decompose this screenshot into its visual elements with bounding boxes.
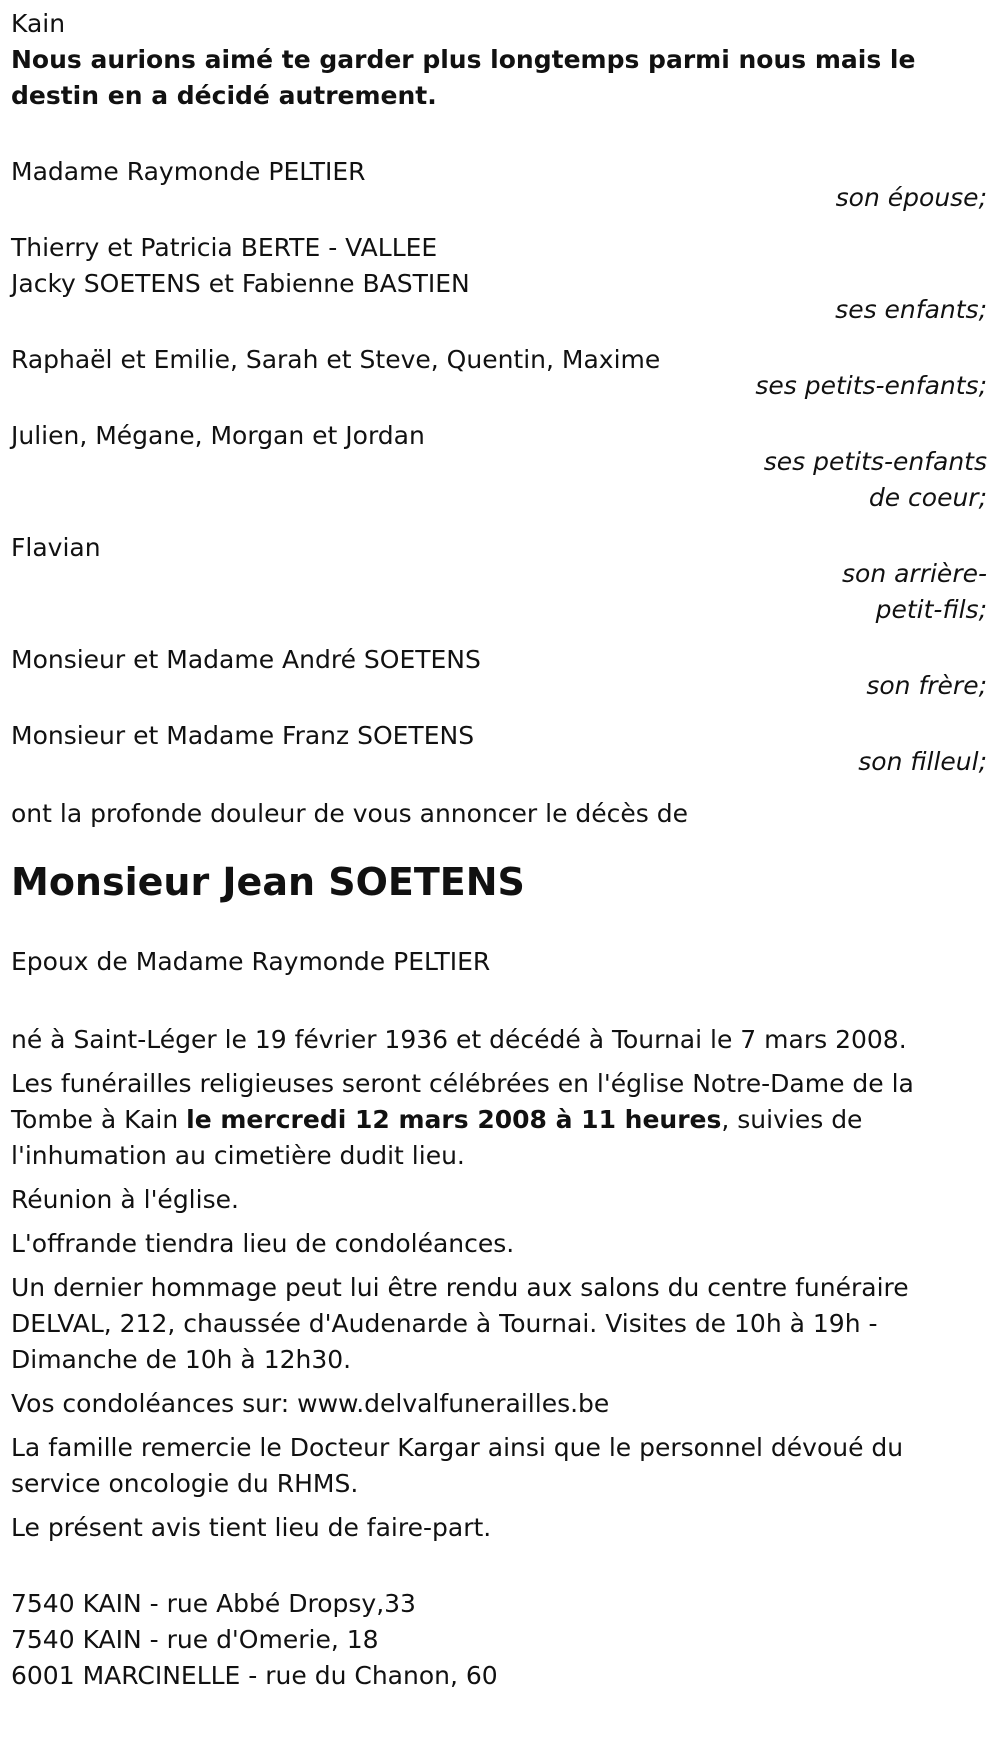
address-list [11, 1586, 989, 1694]
family-role-line: son épouse; [835, 183, 987, 212]
announcement-text: ont la profonde douleur de vous annoncer le décès de [11, 799, 689, 828]
thanks-paragraph: La famille remercie le Docteur Kargar ainsi que le personnel dévoué du service oncologie du RHMS. [11, 1433, 904, 1498]
notice-line: Le présent avis tient lieu de faire-part. [11, 1513, 492, 1542]
funeral-details [11, 1066, 989, 1174]
funeral-date-time: le mercredi 12 mars 2008 à 11 heures [186, 1105, 722, 1134]
family-role-line: son arrière- [842, 559, 987, 588]
family-role-line: ses petits-enfants [763, 447, 987, 476]
family-name-line: Jacky SOETENS et Fabienne BASTIEN [11, 269, 470, 298]
condolences-line: Vos condoléances sur: www.delvalfunerailles.be [11, 1389, 610, 1418]
family-entry [11, 642, 989, 704]
homage-paragraph: Un dernier hommage peut lui être rendu aux salons du centre funéraire DELVAL, 212, chaussée d'Audenarde à Tournai. Visites de 10h à 19h - Dimanche de 10h à 12h30. [11, 1273, 909, 1374]
family-entry [11, 230, 989, 328]
family-name-line: Thierry et Patricia BERTE - VALLEE [11, 233, 438, 262]
family-role-line: son frère; [866, 671, 987, 700]
family-entry [11, 530, 989, 628]
location: Kain [11, 9, 66, 38]
family-role [11, 556, 989, 628]
family-name-line: Julien, Mégane, Morgan et Jordan [11, 421, 425, 450]
family-name-line: Raphaël et Emilie, Sarah et Steve, Quentin, Maxime [11, 345, 661, 374]
funeral-text-before: Les funérailles religieuses seront célébrées en l'église Notre-Dame de la Tombe à Kain [11, 1069, 914, 1134]
family-name-line: Flavian [11, 533, 101, 562]
family-entry [11, 718, 989, 780]
offering-line: L'offrande tiendra lieu de condoléances. [11, 1229, 515, 1258]
address-line: 7540 KAIN - rue Abbé Dropsy,33 [11, 1589, 416, 1618]
family-role-line: petit-fils; [875, 595, 987, 624]
family-role-line: son filleul; [858, 747, 987, 776]
family-name-line: Monsieur et Madame Franz SOETENS [11, 721, 475, 750]
family-entry [11, 418, 989, 516]
family-entry [11, 154, 989, 216]
funeral-text-after: , suivies de l'inhumation au cimetière dudit lieu. [11, 1105, 863, 1170]
spouse-line: Epoux de Madame Raymonde PELTIER [11, 947, 491, 976]
meeting-line: Réunion à l'église. [11, 1185, 239, 1214]
family-list [11, 154, 989, 780]
family-role-line: ses enfants; [835, 295, 987, 324]
family-name-line: Monsieur et Madame André SOETENS [11, 645, 481, 674]
deceased-name: Monsieur Jean SOETENS [11, 860, 525, 904]
address-line: 7540 KAIN - rue d'Omerie, 18 [11, 1625, 379, 1654]
family-entry [11, 342, 989, 404]
family-name-line: Madame Raymonde PELTIER [11, 157, 366, 186]
family-role [11, 444, 989, 516]
family-role-line: de coeur; [868, 483, 987, 512]
address-line: 6001 MARCINELLE - rue du Chanon, 60 [11, 1661, 498, 1690]
birth-death-line: né à Saint-Léger le 19 février 1936 et décédé à Tournai le 7 mars 2008. [11, 1025, 907, 1054]
intro-quote: Nous aurions aimé te garder plus longtemps parmi nous mais le destin en a décidé autrement. [11, 45, 916, 110]
family-role-line: ses petits-enfants; [755, 371, 987, 400]
obituary-content [11, 6, 989, 1694]
